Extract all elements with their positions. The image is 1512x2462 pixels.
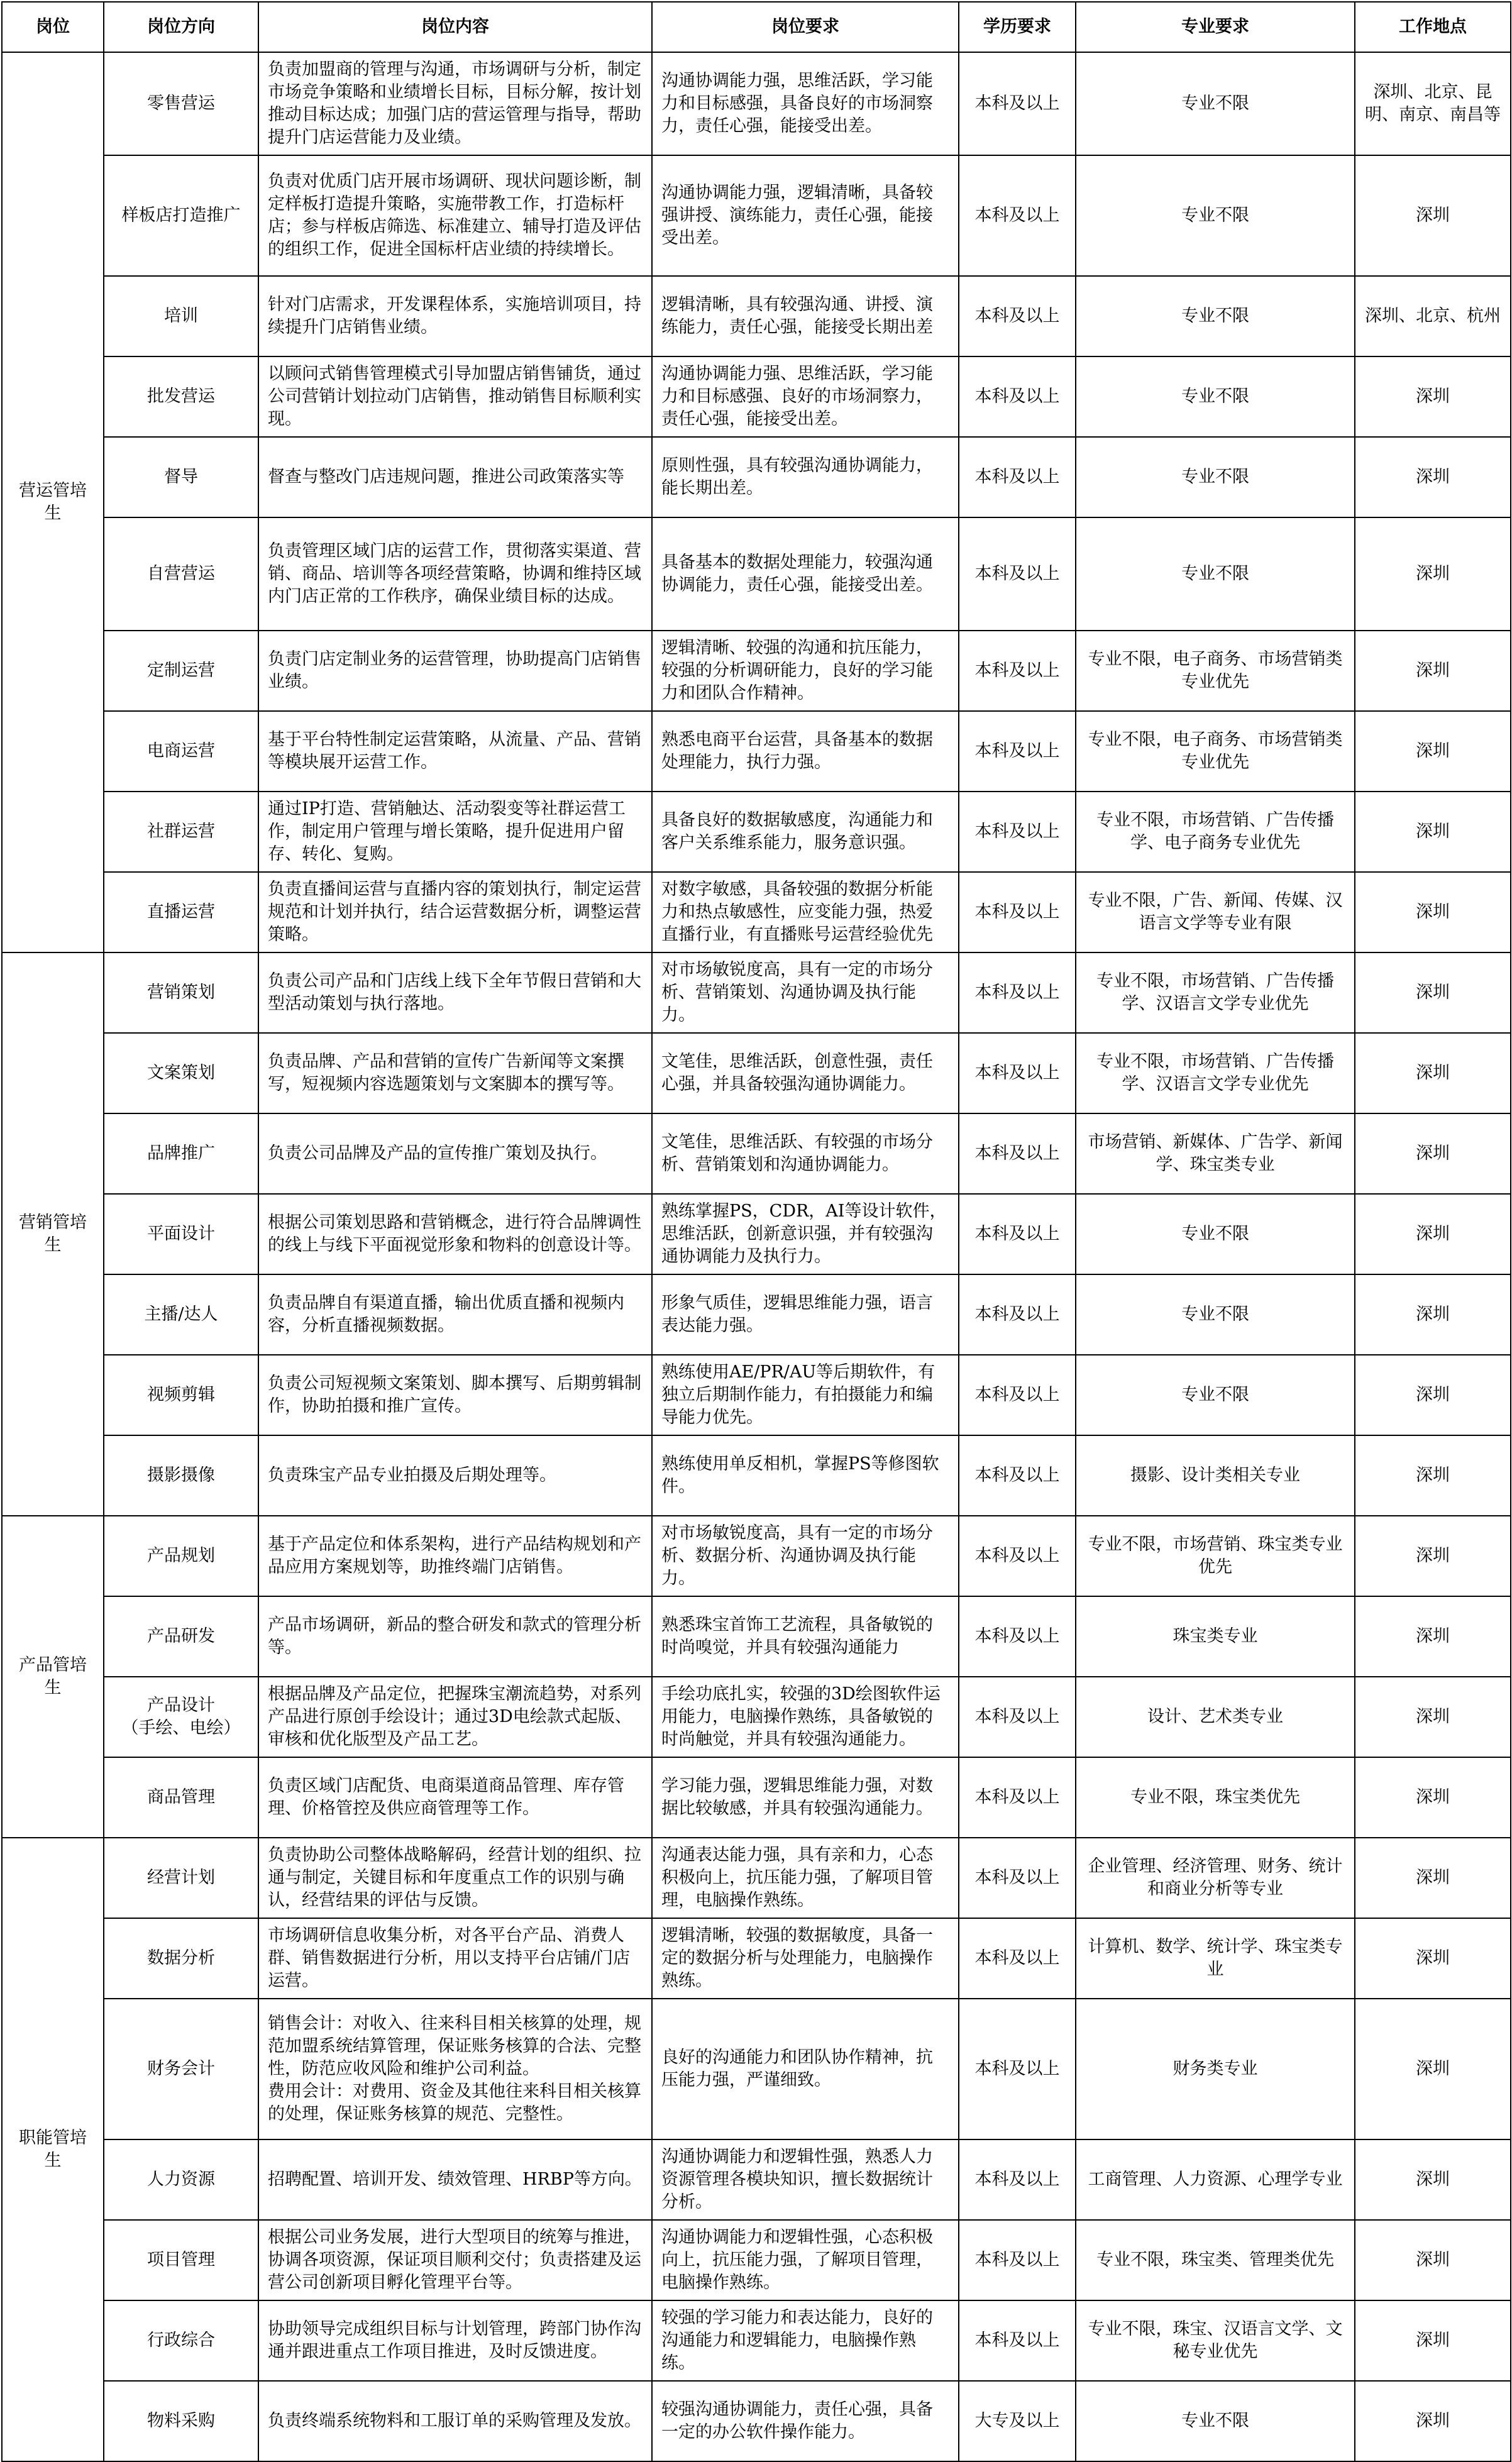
education-cell: 本科及以上 [959, 1194, 1076, 1274]
content-cell: 招聘配置、培训开发、绩效管理、HRBP等方向。 [258, 2139, 652, 2220]
direction-cell: 物料采购 [104, 2381, 258, 2461]
major-cell: 珠宝类专业 [1076, 1596, 1355, 1677]
location-cell: 深圳 [1355, 711, 1511, 792]
requirement-cell: 逻辑清晰、较强的沟通和抗压能力，较强的分析调研能力，良好的学习能力和团队合作精神。 [652, 631, 959, 711]
education-cell: 大专及以上 [959, 2381, 1076, 2461]
content-cell: 负责公司品牌及产品的宣传推广策划及执行。 [258, 1113, 652, 1194]
requirement-cell: 具备基本的数据处理能力，较强沟通协调能力，责任心强，能接受出差。 [652, 517, 959, 631]
requirement-cell: 熟悉珠宝首饰工艺流程，具备敏锐的时尚嗅觉，并具有较强沟通能力 [652, 1596, 959, 1677]
table-row [2, 276, 1511, 356]
education-cell: 本科及以上 [959, 872, 1076, 952]
education-cell: 本科及以上 [959, 1516, 1076, 1596]
major-cell: 专业不限，市场营销、广告传播学、电子商务专业优先 [1076, 792, 1355, 872]
direction-cell: 产品设计 （手绘、电绘） [104, 1677, 258, 1757]
header-location: 工作地点 [1355, 2, 1511, 52]
location-cell: 深圳 [1355, 952, 1511, 1033]
major-cell: 专业不限，市场营销、广告传播学、汉语言文学专业优先 [1076, 1033, 1355, 1113]
table-row [2, 1033, 1511, 1113]
table-row [2, 1677, 1511, 1757]
location-cell: 深圳、北京、昆明、南京、南昌等 [1355, 52, 1511, 155]
requirement-cell: 沟通协调能力强，思维活跃，学习能力和目标感强，具备良好的市场洞察力，责任心强，能接受出差。 [652, 52, 959, 155]
direction-cell: 样板店打造推广 [104, 155, 258, 276]
content-cell: 产品市场调研，新品的整合研发和款式的管理分析等。 [258, 1596, 652, 1677]
table-row [2, 952, 1511, 1033]
table-row [2, 1355, 1511, 1435]
direction-cell: 定制运营 [104, 631, 258, 711]
requirement-cell: 对市场敏锐度高，具有一定的市场分析、数据分析、沟通协调及执行能力。 [652, 1516, 959, 1596]
requirement-cell: 沟通协调能力强，逻辑清晰，具备较强讲授、演练能力，责任心强，能接受出差。 [652, 155, 959, 276]
content-cell: 针对门店需求，开发课程体系，实施培训项目，持续提升门店销售业绩。 [258, 276, 652, 356]
table-row [2, 437, 1511, 517]
direction-cell: 督导 [104, 437, 258, 517]
table-row [2, 1435, 1511, 1516]
requirement-cell: 对市场敏锐度高，具有一定的市场分析、营销策划、沟通协调及执行能力。 [652, 952, 959, 1033]
direction-cell: 主播/达人 [104, 1274, 258, 1355]
header-major: 专业要求 [1076, 2, 1355, 52]
table-row [2, 2220, 1511, 2300]
direction-cell: 社群运营 [104, 792, 258, 872]
major-cell: 专业不限，电子商务、市场营销类专业优先 [1076, 711, 1355, 792]
education-cell: 本科及以上 [959, 517, 1076, 631]
direction-cell: 项目管理 [104, 2220, 258, 2300]
location-cell: 深圳 [1355, 1435, 1511, 1516]
direction-cell: 行政综合 [104, 2300, 258, 2381]
direction-cell: 平面设计 [104, 1194, 258, 1274]
education-cell: 本科及以上 [959, 711, 1076, 792]
major-cell: 专业不限 [1076, 2381, 1355, 2461]
education-cell: 本科及以上 [959, 792, 1076, 872]
requirement-cell: 良好的沟通能力和团队协作精神，抗压能力强，严谨细致。 [652, 1999, 959, 2139]
direction-cell: 视频剪辑 [104, 1355, 258, 1435]
major-cell: 专业不限 [1076, 52, 1355, 155]
education-cell: 本科及以上 [959, 1596, 1076, 1677]
content-cell: 根据公司业务发展，进行大型项目的统筹与推进，协调各项资源，保证项目顺利交付；负责搭建及运营公司创新项目孵化管理平台等。 [258, 2220, 652, 2300]
location-cell: 深圳 [1355, 2300, 1511, 2381]
position-group-cell: 职能管培生 [2, 1838, 104, 2461]
direction-cell: 数据分析 [104, 1918, 258, 1999]
direction-cell: 摄影摄像 [104, 1435, 258, 1516]
direction-cell: 电商运营 [104, 711, 258, 792]
location-cell: 深圳 [1355, 1757, 1511, 1838]
requirement-cell: 学习能力强，逻辑思维能力强，对数据比较敏感，并具有较强沟通能力。 [652, 1757, 959, 1838]
requirement-cell: 手绘功底扎实，较强的3D绘图软件运用能力，电脑操作熟练，具备敏锐的时尚触觉，并具有较强沟通能力。 [652, 1677, 959, 1757]
header-direction: 岗位方向 [104, 2, 258, 52]
major-cell: 专业不限 [1076, 356, 1355, 437]
table-row [2, 872, 1511, 952]
education-cell: 本科及以上 [959, 356, 1076, 437]
direction-cell: 文案策划 [104, 1033, 258, 1113]
education-cell: 本科及以上 [959, 52, 1076, 155]
table-row [2, 2300, 1511, 2381]
content-cell: 销售会计：对收入、往来科目相关核算的处理，规范加盟系统结算管理，保证账务核算的合法、完整性，防范应收风险和维护公司利益。 费用会计：对费用、资金及其他往来科目相关核算的处理，保证账务核算的规范、完整性。 [258, 1999, 652, 2139]
content-cell: 负责对优质门店开展市场调研、现状问题诊断，制定样板打造提升策略，实施带教工作，打造标杆店；参与样板店筛选、标准建立、辅导打造及评估的组织工作，促进全国标杆店业绩的持续增长。 [258, 155, 652, 276]
table-row [2, 356, 1511, 437]
requirement-cell: 逻辑清晰，较强的数据敏度，具备一定的数据分析与处理能力，电脑操作熟练。 [652, 1918, 959, 1999]
requirement-cell: 沟通协调能力和逻辑性强，心态积极向上，抗压能力强，了解项目管理，电脑操作熟练。 [652, 2220, 959, 2300]
major-cell: 市场营销、新媒体、广告学、新闻学、珠宝类专业 [1076, 1113, 1355, 1194]
position-group-cell: 营销管培生 [2, 952, 104, 1516]
education-cell: 本科及以上 [959, 276, 1076, 356]
table-row [2, 1113, 1511, 1194]
requirement-cell: 沟通协调能力强、思维活跃，学习能力和目标感强、良好的市场洞察力，责任心强，能接受出差。 [652, 356, 959, 437]
location-cell: 深圳 [1355, 155, 1511, 276]
content-cell: 负责品牌、产品和营销的宣传广告新闻等文案撰写，短视频内容选题策划与文案脚本的撰写等。 [258, 1033, 652, 1113]
table-row [2, 1516, 1511, 1596]
education-cell: 本科及以上 [959, 1033, 1076, 1113]
location-cell: 深圳 [1355, 356, 1511, 437]
major-cell: 专业不限，电子商务、市场营销类专业优先 [1076, 631, 1355, 711]
education-cell: 本科及以上 [959, 437, 1076, 517]
location-cell: 深圳 [1355, 2220, 1511, 2300]
education-cell: 本科及以上 [959, 2300, 1076, 2381]
direction-cell: 产品研发 [104, 1596, 258, 1677]
requirement-cell: 沟通协调能力和逻辑性强，熟悉人力资源管理各模块知识，擅长数据统计分析。 [652, 2139, 959, 2220]
major-cell: 专业不限，珠宝类、管理类优先 [1076, 2220, 1355, 2300]
requirement-cell: 对数字敏感，具备较强的数据分析能力和热点敏感性，应变能力强，热爱直播行业，有直播账号运营经验优先 [652, 872, 959, 952]
table-row [2, 1999, 1511, 2139]
major-cell: 专业不限 [1076, 1355, 1355, 1435]
content-cell: 协助领导完成组织目标与计划管理，跨部门协作沟通并跟进重点工作项目推进，及时反馈进度。 [258, 2300, 652, 2381]
major-cell: 专业不限 [1076, 1274, 1355, 1355]
content-cell: 负责珠宝产品专业拍摄及后期处理等。 [258, 1435, 652, 1516]
requirement-cell: 文笔佳，思维活跃、有较强的市场分析、营销策划和沟通协调能力。 [652, 1113, 959, 1194]
content-cell: 负责协助公司整体战略解码，经营计划的组织、拉通与制定，关键目标和年度重点工作的识别与确认，经营结果的评估与反馈。 [258, 1838, 652, 1918]
location-cell: 深圳 [1355, 1194, 1511, 1274]
location-cell: 深圳 [1355, 1355, 1511, 1435]
requirement-cell: 沟通表达能力强，具有亲和力，心态积极向上，抗压能力强，了解项目管理，电脑操作熟练。 [652, 1838, 959, 1918]
content-cell: 根据品牌及产品定位，把握珠宝潮流趋势，对系列产品进行原创手绘设计；通过3D电绘款式起版、审核和优化版型及产品工艺。 [258, 1677, 652, 1757]
position-group-cell: 产品管培生 [2, 1516, 104, 1838]
requirement-cell: 逻辑清晰，具有较强沟通、讲授、演练能力，责任心强，能接受长期出差 [652, 276, 959, 356]
requirement-cell: 熟练使用单反相机，掌握PS等修图软件。 [652, 1435, 959, 1516]
table-body [2, 52, 1511, 2461]
table-row [2, 52, 1511, 155]
major-cell: 专业不限，市场营销、珠宝类专业优先 [1076, 1516, 1355, 1596]
major-cell: 工商管理、人力资源、心理学专业 [1076, 2139, 1355, 2220]
content-cell: 根据公司策划思路和营销概念，进行符合品牌调性的线上与线下平面视觉形象和物料的创意设计等。 [258, 1194, 652, 1274]
education-cell: 本科及以上 [959, 1838, 1076, 1918]
table-row [2, 1596, 1511, 1677]
table-row [2, 1274, 1511, 1355]
major-cell: 专业不限 [1076, 437, 1355, 517]
education-cell: 本科及以上 [959, 1274, 1076, 1355]
job-table [1, 1, 1511, 2462]
content-cell: 基于产品定位和体系架构，进行产品结构规划和产品应用方案规划等，助推终端门店销售。 [258, 1516, 652, 1596]
direction-cell: 自营营运 [104, 517, 258, 631]
major-cell: 专业不限，珠宝类优先 [1076, 1757, 1355, 1838]
location-cell: 深圳 [1355, 631, 1511, 711]
major-cell: 专业不限，市场营销、广告传播学、汉语言文学专业优先 [1076, 952, 1355, 1033]
content-cell: 负责门店定制业务的运营管理，协助提高门店销售业绩。 [258, 631, 652, 711]
location-cell: 深圳 [1355, 1918, 1511, 1999]
education-cell: 本科及以上 [959, 1999, 1076, 2139]
content-cell: 负责终端系统物料和工服订单的采购管理及发放。 [258, 2381, 652, 2461]
direction-cell: 品牌推广 [104, 1113, 258, 1194]
direction-cell: 财务会计 [104, 1999, 258, 2139]
location-cell: 深圳 [1355, 1838, 1511, 1918]
location-cell: 深圳 [1355, 2139, 1511, 2220]
header-content: 岗位内容 [258, 2, 652, 52]
requirement-cell: 较强的学习能力和表达能力，良好的沟通能力和逻辑能力，电脑操作熟练。 [652, 2300, 959, 2381]
content-cell: 基于平台特性制定运营策略，从流量、产品、营销等模块展开运营工作。 [258, 711, 652, 792]
location-cell: 深圳 [1355, 1677, 1511, 1757]
location-cell: 深圳 [1355, 517, 1511, 631]
requirement-cell: 熟悉电商平台运营，具备基本的数据处理能力，执行力强。 [652, 711, 959, 792]
content-cell: 市场调研信息收集分析，对各平台产品、消费人群、销售数据进行分析，用以支持平台店铺/门店运营。 [258, 1918, 652, 1999]
education-cell: 本科及以上 [959, 1918, 1076, 1999]
direction-cell: 零售营运 [104, 52, 258, 155]
direction-cell: 产品规划 [104, 1516, 258, 1596]
direction-cell: 直播运营 [104, 872, 258, 952]
education-cell: 本科及以上 [959, 155, 1076, 276]
location-cell: 深圳 [1355, 437, 1511, 517]
location-cell: 深圳 [1355, 1033, 1511, 1113]
location-cell: 深圳、北京、杭州 [1355, 276, 1511, 356]
table-row [2, 631, 1511, 711]
content-cell: 通过IP打造、营销触达、活动裂变等社群运营工作，制定用户管理与增长策略，提升促进用户留存、转化、复购。 [258, 792, 652, 872]
major-cell: 企业管理、经济管理、财务、统计和商业分析等专业 [1076, 1838, 1355, 1918]
content-cell: 负责直播间运营与直播内容的策划执行，制定运营规范和计划并执行，结合运营数据分析，调整运营策略。 [258, 872, 652, 952]
education-cell: 本科及以上 [959, 631, 1076, 711]
major-cell: 专业不限，珠宝、汉语言文学、文秘专业优先 [1076, 2300, 1355, 2381]
education-cell: 本科及以上 [959, 2139, 1076, 2220]
header-requirement: 岗位要求 [652, 2, 959, 52]
requirement-cell: 具备良好的数据敏感度，沟通能力和客户关系维系能力，服务意识强。 [652, 792, 959, 872]
content-cell: 负责品牌自有渠道直播，输出优质直播和视频内容，分析直播视频数据。 [258, 1274, 652, 1355]
table-row [2, 1194, 1511, 1274]
location-cell: 深圳 [1355, 1999, 1511, 2139]
location-cell: 深圳 [1355, 1596, 1511, 1677]
requirement-cell: 熟练掌握PS，CDR，AI等设计软件，思维活跃，创新意识强，并有较强沟通协调能力及执行力。 [652, 1194, 959, 1274]
location-cell: 深圳 [1355, 1516, 1511, 1596]
major-cell: 专业不限，广告、新闻、传媒、汉语言文学等专业有限 [1076, 872, 1355, 952]
table-row [2, 1918, 1511, 1999]
direction-cell: 经营计划 [104, 1838, 258, 1918]
education-cell: 本科及以上 [959, 952, 1076, 1033]
major-cell: 专业不限 [1076, 155, 1355, 276]
content-cell: 以顾问式销售管理模式引导加盟店销售铺货，通过公司营销计划拉动门店销售，推动销售目标顺利实现。 [258, 356, 652, 437]
location-cell: 深圳 [1355, 792, 1511, 872]
education-cell: 本科及以上 [959, 1113, 1076, 1194]
requirement-cell: 原则性强，具有较强沟通协调能力，能长期出差。 [652, 437, 959, 517]
major-cell: 计算机、数学、统计学、珠宝类专业 [1076, 1918, 1355, 1999]
content-cell: 负责管理区域门店的运营工作，贯彻落实渠道、营销、商品、培训等各项经营策略，协调和维持区域内门店正常的工作秩序，确保业绩目标的达成。 [258, 517, 652, 631]
direction-cell: 商品管理 [104, 1757, 258, 1838]
direction-cell: 批发营运 [104, 356, 258, 437]
major-cell: 专业不限 [1076, 517, 1355, 631]
header-row [2, 2, 1511, 52]
major-cell: 专业不限 [1076, 1194, 1355, 1274]
education-cell: 本科及以上 [959, 1677, 1076, 1757]
major-cell: 专业不限 [1076, 276, 1355, 356]
education-cell: 本科及以上 [959, 1757, 1076, 1838]
education-cell: 本科及以上 [959, 1435, 1076, 1516]
content-cell: 负责公司短视频文案策划、脚本撰写、后期剪辑制作，协助拍摄和推广宣传。 [258, 1355, 652, 1435]
table-row [2, 711, 1511, 792]
location-cell: 深圳 [1355, 2381, 1511, 2461]
direction-cell: 人力资源 [104, 2139, 258, 2220]
major-cell: 摄影、设计类相关专业 [1076, 1435, 1355, 1516]
education-cell: 本科及以上 [959, 1355, 1076, 1435]
content-cell: 督查与整改门店违规问题，推进公司政策落实等 [258, 437, 652, 517]
content-cell: 负责加盟商的管理与沟通，市场调研与分析，制定市场竞争策略和业绩增长目标，目标分解，按计划推动目标达成；加强门店的营运管理与指导，帮助提升门店运营能力及业绩。 [258, 52, 652, 155]
location-cell: 深圳 [1355, 1274, 1511, 1355]
major-cell: 财务类专业 [1076, 1999, 1355, 2139]
direction-cell: 营销策划 [104, 952, 258, 1033]
education-cell: 本科及以上 [959, 2220, 1076, 2300]
location-cell: 深圳 [1355, 872, 1511, 952]
table-row [2, 1838, 1511, 1918]
header-education: 学历要求 [959, 2, 1076, 52]
table-row [2, 1757, 1511, 1838]
table-row [2, 2139, 1511, 2220]
table-row [2, 155, 1511, 276]
table-row [2, 517, 1511, 631]
requirement-cell: 文笔佳，思维活跃，创意性强，责任心强，并具备较强沟通协调能力。 [652, 1033, 959, 1113]
requirement-cell: 形象气质佳，逻辑思维能力强，语言表达能力强。 [652, 1274, 959, 1355]
direction-cell: 培训 [104, 276, 258, 356]
content-cell: 负责公司产品和门店线上线下全年节假日营销和大型活动策划与执行落地。 [258, 952, 652, 1033]
content-cell: 负责区域门店配货、电商渠道商品管理、库存管理、价格管控及供应商管理等工作。 [258, 1757, 652, 1838]
header-position: 岗位 [2, 2, 104, 52]
table-row [2, 2381, 1511, 2461]
location-cell: 深圳 [1355, 1113, 1511, 1194]
position-group-cell: 营运管培生 [2, 52, 104, 952]
major-cell: 设计、艺术类专业 [1076, 1677, 1355, 1757]
requirement-cell: 熟练使用AE/PR/AU等后期软件，有独立后期制作能力，有拍摄能力和编导能力优先。 [652, 1355, 959, 1435]
table-row [2, 792, 1511, 872]
requirement-cell: 较强沟通协调能力，责任心强，具备一定的办公软件操作能力。 [652, 2381, 959, 2461]
